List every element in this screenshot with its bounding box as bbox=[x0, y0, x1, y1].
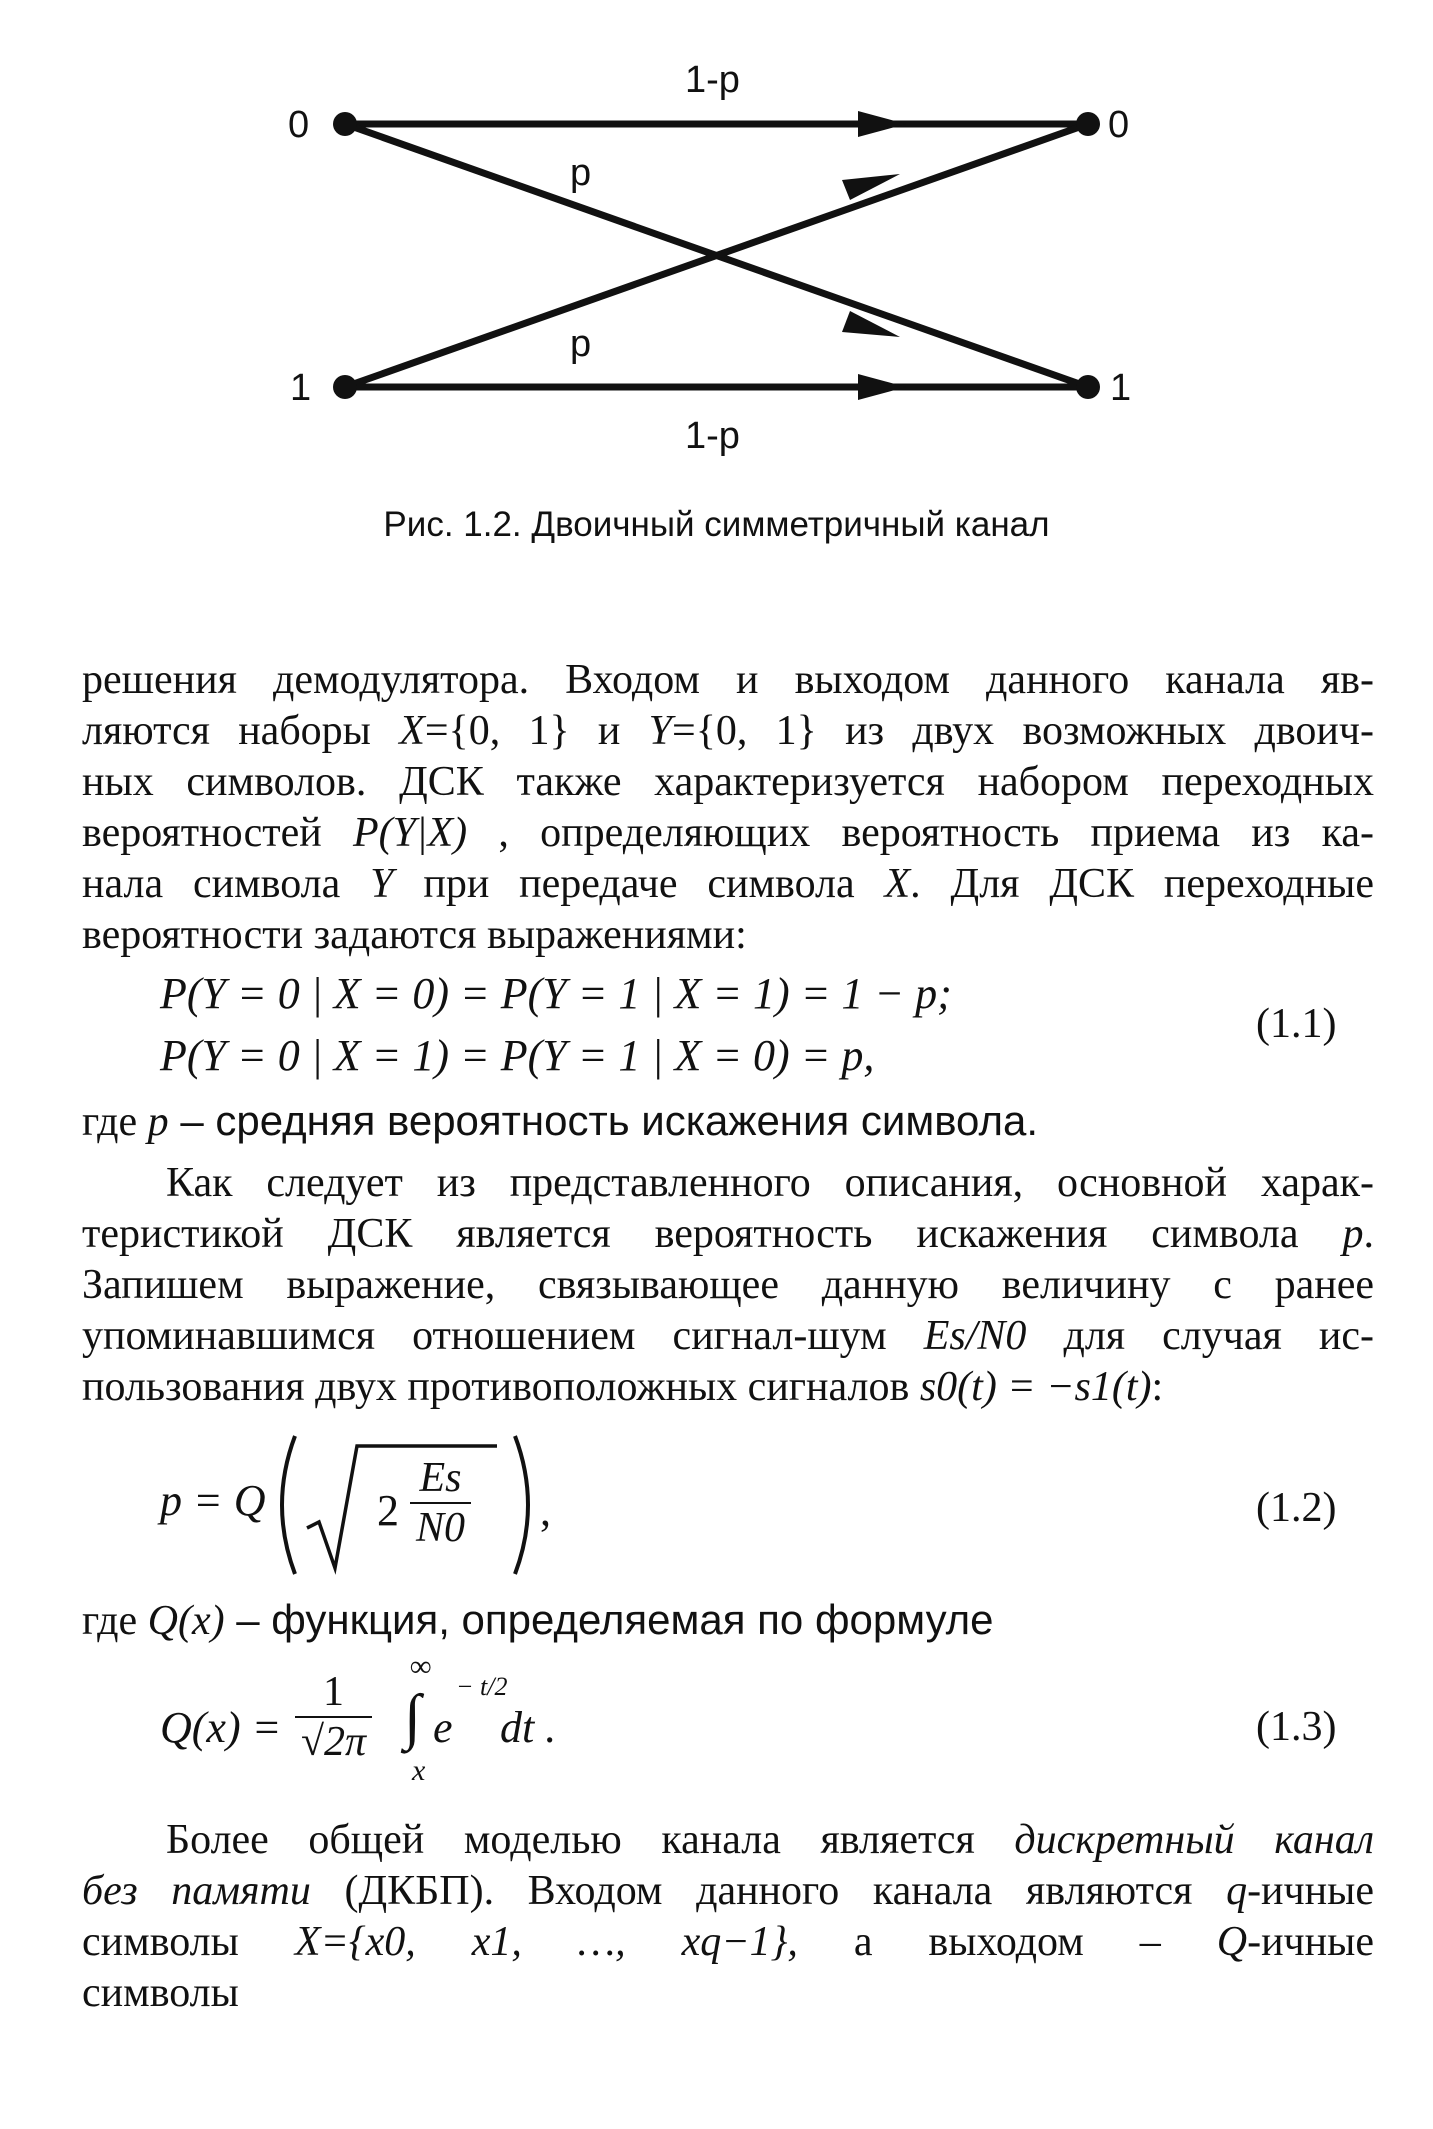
equation-number-1-2: (1.2) bbox=[1256, 1485, 1337, 1531]
text-line: вероятности задаются выражениями: bbox=[82, 912, 747, 958]
integral-sign: ∫ bbox=[404, 1683, 421, 1751]
node-left-0 bbox=[333, 112, 357, 136]
label-left-1: 1 bbox=[290, 367, 312, 409]
text-line: Более общей моделью канала является дискретный канал bbox=[166, 1817, 1375, 1863]
arrowhead bbox=[858, 374, 906, 400]
paragraph-3 bbox=[82, 1815, 1374, 2019]
text-line: без памяти (ДКБП). Входом данного канала являются q-ичные bbox=[82, 1868, 1374, 1914]
equation-1-1-line-1: P(Y = 0 | X = 0) = P(Y = 1 | X = 1) = 1 − p; bbox=[160, 969, 952, 1018]
node-left-1 bbox=[333, 375, 357, 399]
equation-1-3: Q(x) = $\frac{1}{√2\pi}$ ∞ ∫ x e − t/2 dt . bbox=[160, 1650, 557, 1787]
paragraph-1 bbox=[82, 655, 1374, 961]
label-cross-up-p: p bbox=[570, 323, 592, 365]
text-line: вероятностей P(Y|X) , определяющих вероятность приема из ка- bbox=[82, 810, 1374, 856]
node-right-1 bbox=[1076, 375, 1100, 399]
text-line: пользования двух противоположных сигналов s0(t) = −s1(t): bbox=[82, 1364, 1164, 1410]
bsc-diagram bbox=[0, 0, 1433, 500]
text-line: теристикой ДСК является вероятность искажения символа p. bbox=[82, 1211, 1374, 1257]
text-line: Запишем выражение, связывающее данную величину с ранее bbox=[82, 1262, 1374, 1308]
label-top-1-p: 1-p bbox=[685, 59, 740, 101]
label-right-0: 0 bbox=[1108, 104, 1130, 146]
fraction-one-over-sqrt-2pi: $\frac{1}{√2\pi}$ bbox=[295, 1668, 372, 1766]
text-line: Как следует из представленного описания, основной харак- bbox=[166, 1160, 1374, 1206]
text-line: нала символа Y при передаче символа X. Для ДСК переходные bbox=[82, 861, 1374, 907]
equation-1-2: p = Q 2 $\frac{Es}{N0}$ , bbox=[160, 1430, 660, 1580]
text-line: упоминавшимся отношением сигнал-шум Es/N0 для случая ис- bbox=[82, 1313, 1374, 1359]
equation-1-1-line-2: P(Y = 0 | X = 1) = P(Y = 1 | X = 0) = p, bbox=[160, 1031, 875, 1080]
sqrt-with-parens bbox=[275, 1430, 535, 1580]
arrowhead bbox=[858, 111, 906, 137]
figure-caption: Рис. 1.2. Двоичный симметричный канал bbox=[383, 505, 1050, 544]
label-right-1: 1 bbox=[1110, 367, 1132, 409]
paragraph-2 bbox=[82, 1158, 1374, 1413]
label-cross-down-p: p bbox=[570, 152, 592, 194]
node-right-0 bbox=[1076, 112, 1100, 136]
text-line: решения демодулятора. Входом и выходом данного канала яв- bbox=[82, 657, 1374, 703]
label-left-0: 0 bbox=[288, 104, 310, 146]
equation-number-1-1: (1.1) bbox=[1256, 1001, 1337, 1047]
definition-p: где p – средняя вероятность искажения символа. bbox=[82, 1097, 1039, 1145]
equation-number-1-3: (1.3) bbox=[1256, 1704, 1337, 1750]
label-bottom-1-p: 1-p bbox=[685, 415, 740, 457]
fraction-es-n0: $\frac{Es}{N0}$ bbox=[410, 1454, 471, 1552]
text-line: символы X={x0, x1, …, xq−1}, а выходом – Q-ичные символы bbox=[82, 1919, 1375, 2016]
text-line: ляются наборы X={0, 1} и Y={0, 1} из двух возможных двоич- bbox=[82, 708, 1374, 754]
text-line: ных символов. ДСК также характеризуется набором переходных bbox=[82, 759, 1374, 805]
definition-q: где Q(x) – функция, определяемая по формуле bbox=[82, 1596, 994, 1644]
